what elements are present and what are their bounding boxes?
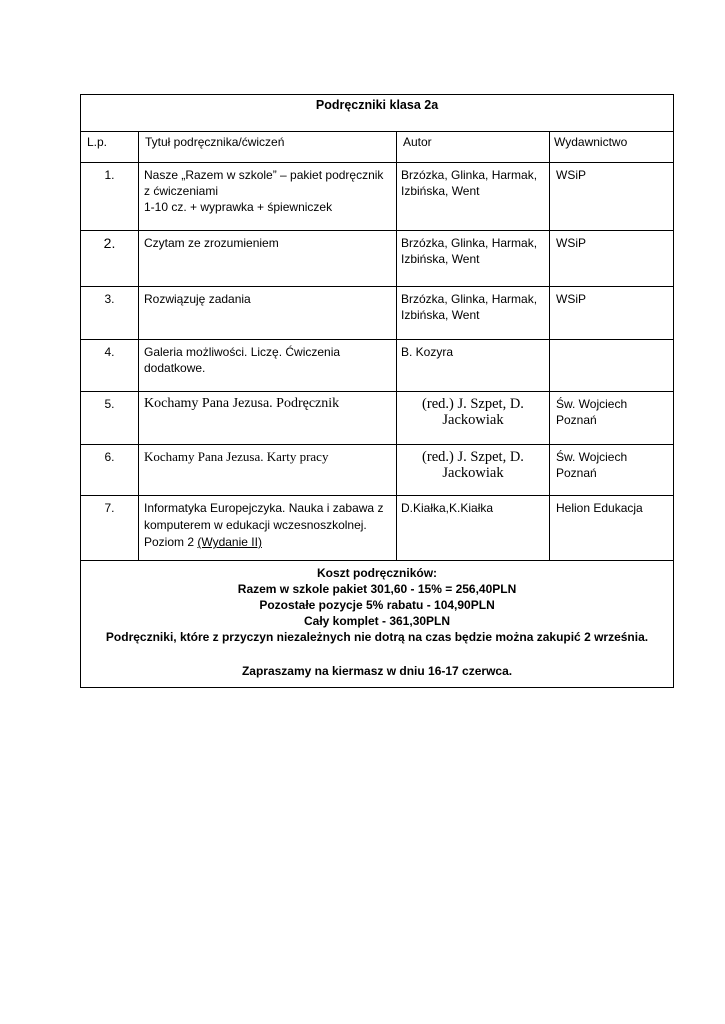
table-row [81, 392, 674, 445]
row-number: 4. [81, 340, 139, 392]
book-publisher: Św. Wojciech Poznań [550, 445, 674, 496]
book-author: D.Kiałka,K.Kiałka [397, 496, 550, 561]
book-title: Czytam ze zrozumieniem [139, 231, 397, 287]
purchase-note: Podręczniki, które z przyczyn niezależnych nie dotrą na czas będzie można zakupić 2 września. [105, 630, 649, 644]
table-title: Podręczniki klasa 2a [81, 95, 674, 132]
book-publisher: WSiP [550, 287, 674, 340]
cost-summary [81, 561, 674, 688]
cost-line: Cały komplet - 361,30PLN [303, 614, 451, 628]
book-title: Rozwiązuję zadania [139, 287, 397, 340]
book-title: Kochamy Pana Jezusa. Karty pracy [139, 445, 397, 496]
row-number: 7. [81, 496, 139, 561]
row-number: 1. [81, 163, 139, 231]
row-number: 5. [81, 392, 139, 445]
book-title: Informatyka Europejczyka. Nauka i zabawa z komputerem w edukacji wczesnoszkolnej. Poziom 2 (Wydanie II) [139, 496, 397, 561]
book-title: Kochamy Pana Jezusa. Podręcznik [139, 392, 397, 445]
book-title: Nasze „Razem w szkole” – pakiet podręcznik z ćwiczeniami 1-10 cz. + wyprawka + śpiewniczek [139, 163, 397, 231]
book-author: Brzózka, Glinka, Harmak, Izbińska, Went [397, 287, 550, 340]
book-publisher: WSiP [550, 231, 674, 287]
row-number: 6. [81, 445, 139, 496]
textbook-table [80, 94, 674, 688]
fair-invitation: Zapraszamy na kiermasz w dniu 16-17 czerwca. [241, 664, 513, 678]
book-author: Brzózka, Glinka, Harmak, Izbińska, Went [397, 231, 550, 287]
table-row [81, 287, 674, 340]
column-header-publisher: Wydawnictwo [554, 135, 628, 149]
table-row [81, 496, 674, 561]
book-publisher [550, 340, 674, 392]
cost-line: Pozostałe pozycje 5% rabatu - 104,90PLN [259, 598, 495, 612]
book-publisher: Św. Wojciech Poznań [550, 392, 674, 445]
cost-heading: Koszt podręczników: [317, 566, 438, 580]
book-title: Galeria możliwości. Liczę. Ćwiczenia dodatkowe. [139, 340, 397, 392]
row-number: 2. [81, 231, 139, 287]
book-author: (red.) J. Szpet, D. Jackowiak [397, 445, 550, 496]
column-header-lp: L.p. [87, 135, 108, 149]
book-author: (red.) J. Szpet, D. Jackowiak [397, 392, 550, 445]
table-row [81, 163, 674, 231]
table-row [81, 445, 674, 496]
column-header-author: Autor [403, 135, 432, 149]
book-publisher: Helion Edukacja [550, 496, 674, 561]
book-author: B. Kozyra [397, 340, 550, 392]
header-row [81, 132, 674, 163]
book-publisher: WSiP [550, 163, 674, 231]
book-author: Brzózka, Glinka, Harmak, Izbińska, Went [397, 163, 550, 231]
cost-line: Razem w szkole pakiet 301,60 - 15% = 256,40PLN [237, 582, 517, 596]
row-number: 3. [81, 287, 139, 340]
table-row [81, 231, 674, 287]
edition-label: (Wydanie II) [197, 535, 262, 549]
footer-row [81, 561, 674, 688]
table-row [81, 340, 674, 392]
column-header-title: Tytuł podręcznika/ćwiczeń [145, 135, 285, 149]
